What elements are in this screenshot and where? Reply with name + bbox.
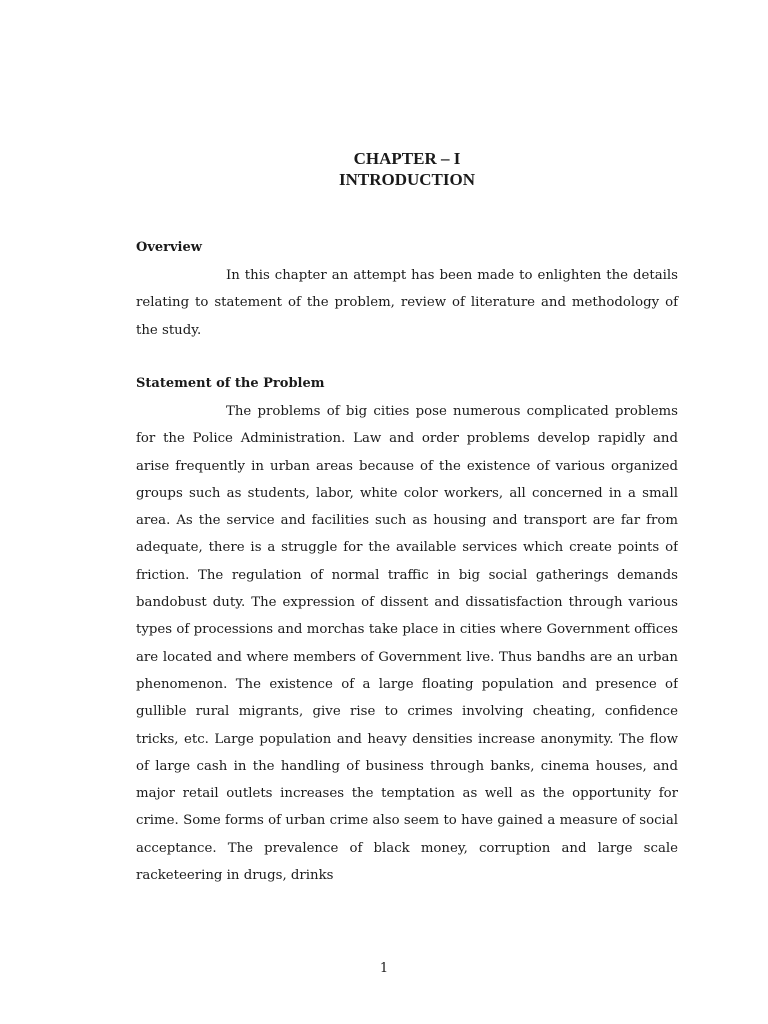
- chapter-title: INTRODUCTION: [338, 170, 476, 189]
- overview-paragraph: In this chapter an attempt has been made to enlighten the details relating to statement of the problem, review of literature and methodology of the study.: [136, 268, 678, 338]
- chapter-number: CHAPTER – I: [353, 149, 461, 168]
- overview-heading: Overview: [136, 240, 202, 255]
- page-number: 1: [379, 961, 389, 976]
- statement-of-problem-heading: Statement of the Problem: [136, 376, 325, 391]
- statement-of-problem-paragraph: The problems of big cities pose numerous complicated problems for the Police Administration. Law and order problems develop rapidly and arise frequently in urban areas because of the existence of various organized groups such as students, labor, white color workers, all concerned in a small area. As the service and facilities such as housing and transport are far from adequate, there is a struggle for the available services which create points of friction. The regulation of normal traffic in big social gatherings demands bandobust duty. The expression of dissent and dissatisfaction through various types of processions and morchas take place in cities where Government offices are located and where members of Government live. Thus bandhs are an urban phenomenon. The existence of a large floating population and presence of gullible rural migrants, give rise to crimes involving cheating, confidence tricks, etc. Large population and heavy densities increase anonymity. The flow of large cash in the handling of business through banks, cinema houses, and major retail outlets increases the temptation as well as the opportunity for crime. Some forms of urban crime also seem to have gained a measure of social acceptance. The prevalence of black money, corruption and large scale racketeering in drugs, drinks: [136, 404, 678, 884]
